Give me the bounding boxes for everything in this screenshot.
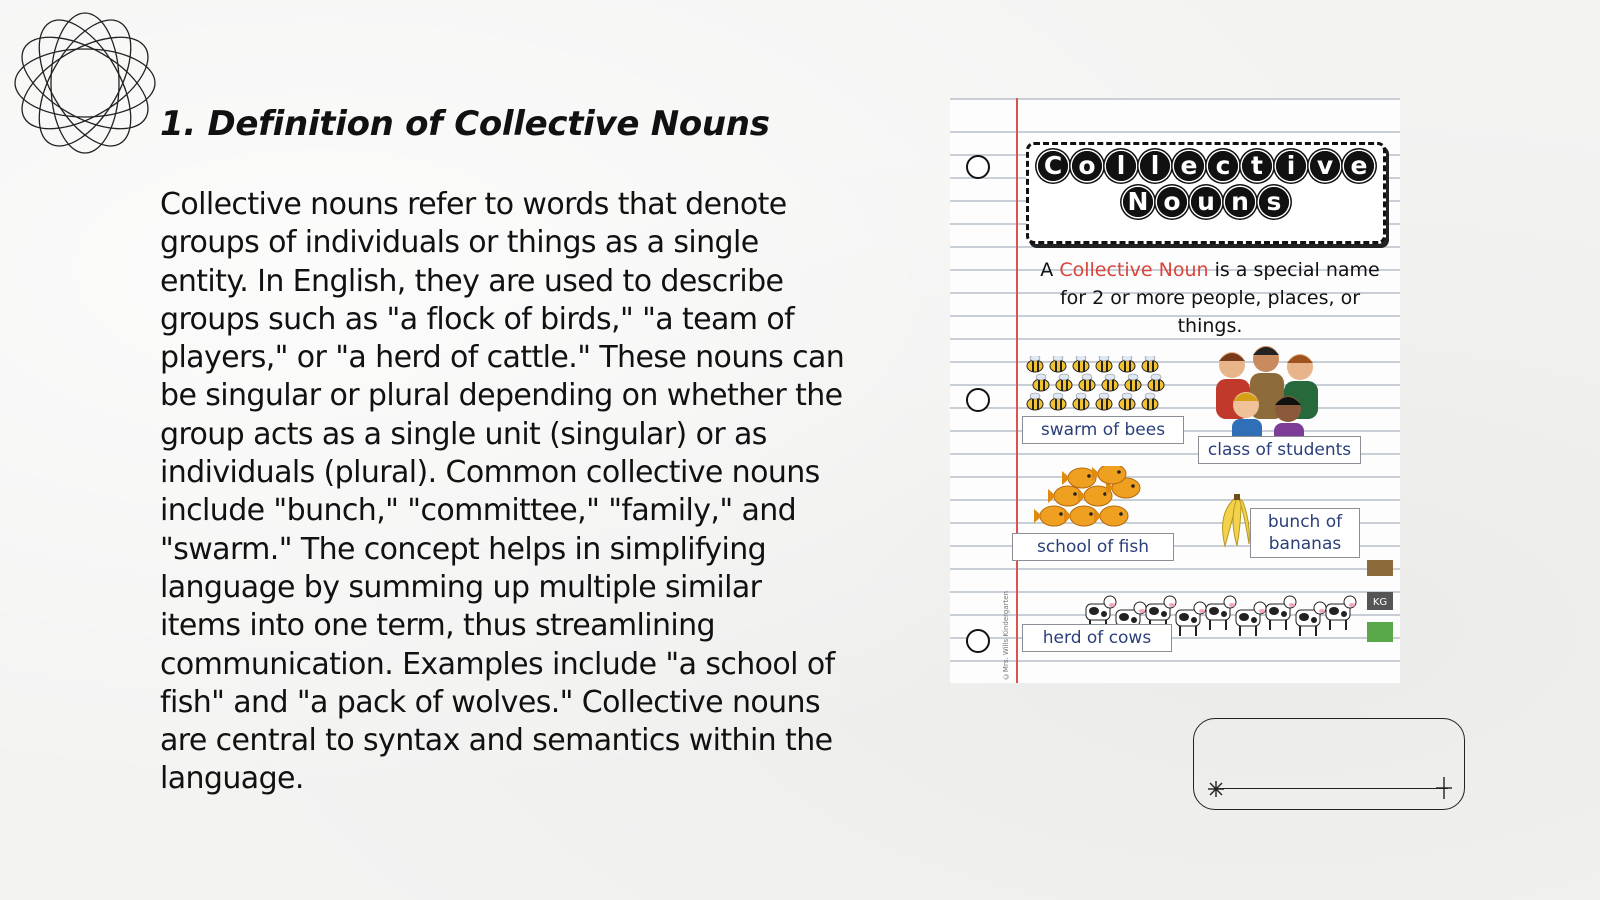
sparkle-icon [1206, 779, 1226, 799]
bee-icon [1073, 356, 1089, 372]
bee-icon [1056, 374, 1072, 391]
orbit-rings-decoration [10, 8, 160, 158]
illustration-heading-card [1026, 142, 1386, 244]
heading-letter: l [1140, 151, 1170, 181]
binder-hole [966, 629, 990, 653]
bee-icon [1142, 356, 1158, 372]
heading-letter: e [1344, 151, 1374, 181]
definition-text: A Collective Noun is a special name for 2 or more people, places, or things. [1040, 259, 1380, 337]
heading-letter: s [1259, 187, 1289, 217]
heading-line-2 [1029, 181, 1383, 217]
heading-letter: N [1123, 187, 1153, 217]
bee-icon [1119, 393, 1135, 410]
bee-icon [1073, 393, 1089, 410]
heading-letter: u [1191, 187, 1221, 217]
bee-icon [1125, 374, 1141, 391]
slide-body-text: Collective nouns refer to words that denote groups of individuals or things as a single entity. In English, they are used to describe groups such as "a flock of birds," "a team of players," or "a herd of cattle." These nouns can be singular or plural depending on whether the group acts as a single unit (singular) or as individuals (plural). Common collective nouns include "bunch," "committee," "family," and "swarm." The concept helps in simplifying language by summing up multiple similar items into one term, thus streamlining communication. Examples include "a school of fish" and "a pack of wolves." Collective nouns are central to syntax and semantics within the language. [160, 187, 845, 797]
bee-icon [1050, 393, 1066, 410]
fish-icon [1034, 506, 1068, 526]
heading-letter: l [1106, 151, 1136, 181]
plus-cross-icon [1432, 776, 1456, 800]
fish-picture [1032, 466, 1147, 531]
bee-icon [1033, 374, 1049, 391]
bee-icon [1027, 393, 1043, 410]
label-bunch-of-bananas: bunch of bananas [1250, 508, 1360, 558]
fish-icon [1094, 506, 1128, 526]
decorative-line [1214, 788, 1448, 789]
credit-logos-picture [1365, 556, 1395, 646]
binder-hole [966, 155, 990, 179]
cow-icon [1266, 596, 1296, 630]
heading-letter: n [1225, 187, 1255, 217]
notebook-margin-line [1016, 98, 1018, 683]
collective-nouns-illustration [950, 98, 1400, 683]
heading-letter: e [1174, 151, 1204, 181]
heading-letter: i [1276, 151, 1306, 181]
fish-icon [1092, 466, 1126, 484]
cow-icon [1296, 602, 1326, 636]
cow-icon [1206, 596, 1236, 630]
bananas-picture [1215, 494, 1255, 549]
heading-letter: v [1310, 151, 1340, 181]
bees-picture [1025, 356, 1175, 418]
heading-letter: o [1072, 151, 1102, 181]
decorative-frame [1193, 718, 1465, 810]
bee-icon [1148, 374, 1164, 391]
bee-icon [1096, 393, 1112, 410]
fish-icon [1064, 506, 1098, 526]
bee-icon [1096, 356, 1112, 372]
cow-icon [1236, 602, 1266, 636]
fish-icon [1062, 468, 1096, 488]
label-swarm-of-bees: swarm of bees [1022, 416, 1184, 444]
side-credit-text: ©Mrs. Wills Kindergarten [1002, 591, 1010, 681]
heading-line-1 [1029, 145, 1383, 181]
heading-letter: C [1038, 151, 1068, 181]
label-herd-of-cows: herd of cows [1022, 624, 1172, 652]
svg-text:KG: KG [1372, 597, 1388, 608]
heading-letter: c [1208, 151, 1238, 181]
cow-icon [1176, 602, 1206, 636]
label-class-of-students: class of students [1198, 436, 1361, 464]
bee-icon [1142, 393, 1158, 410]
label-school-of-fish: school of fish [1012, 533, 1174, 561]
bee-icon [1119, 356, 1135, 372]
slide-title: 1. Definition of Collective Nouns [160, 104, 770, 144]
heading-letter: t [1242, 151, 1272, 181]
bee-icon [1027, 356, 1043, 372]
bee-icon [1102, 374, 1118, 391]
bee-icon [1050, 356, 1066, 372]
heading-letter: o [1157, 187, 1187, 217]
binder-hole [966, 388, 990, 412]
bee-icon [1079, 374, 1095, 391]
fish-icon [1048, 486, 1082, 506]
definition-highlight: Collective Noun [1059, 259, 1209, 281]
cow-icon [1326, 596, 1356, 630]
